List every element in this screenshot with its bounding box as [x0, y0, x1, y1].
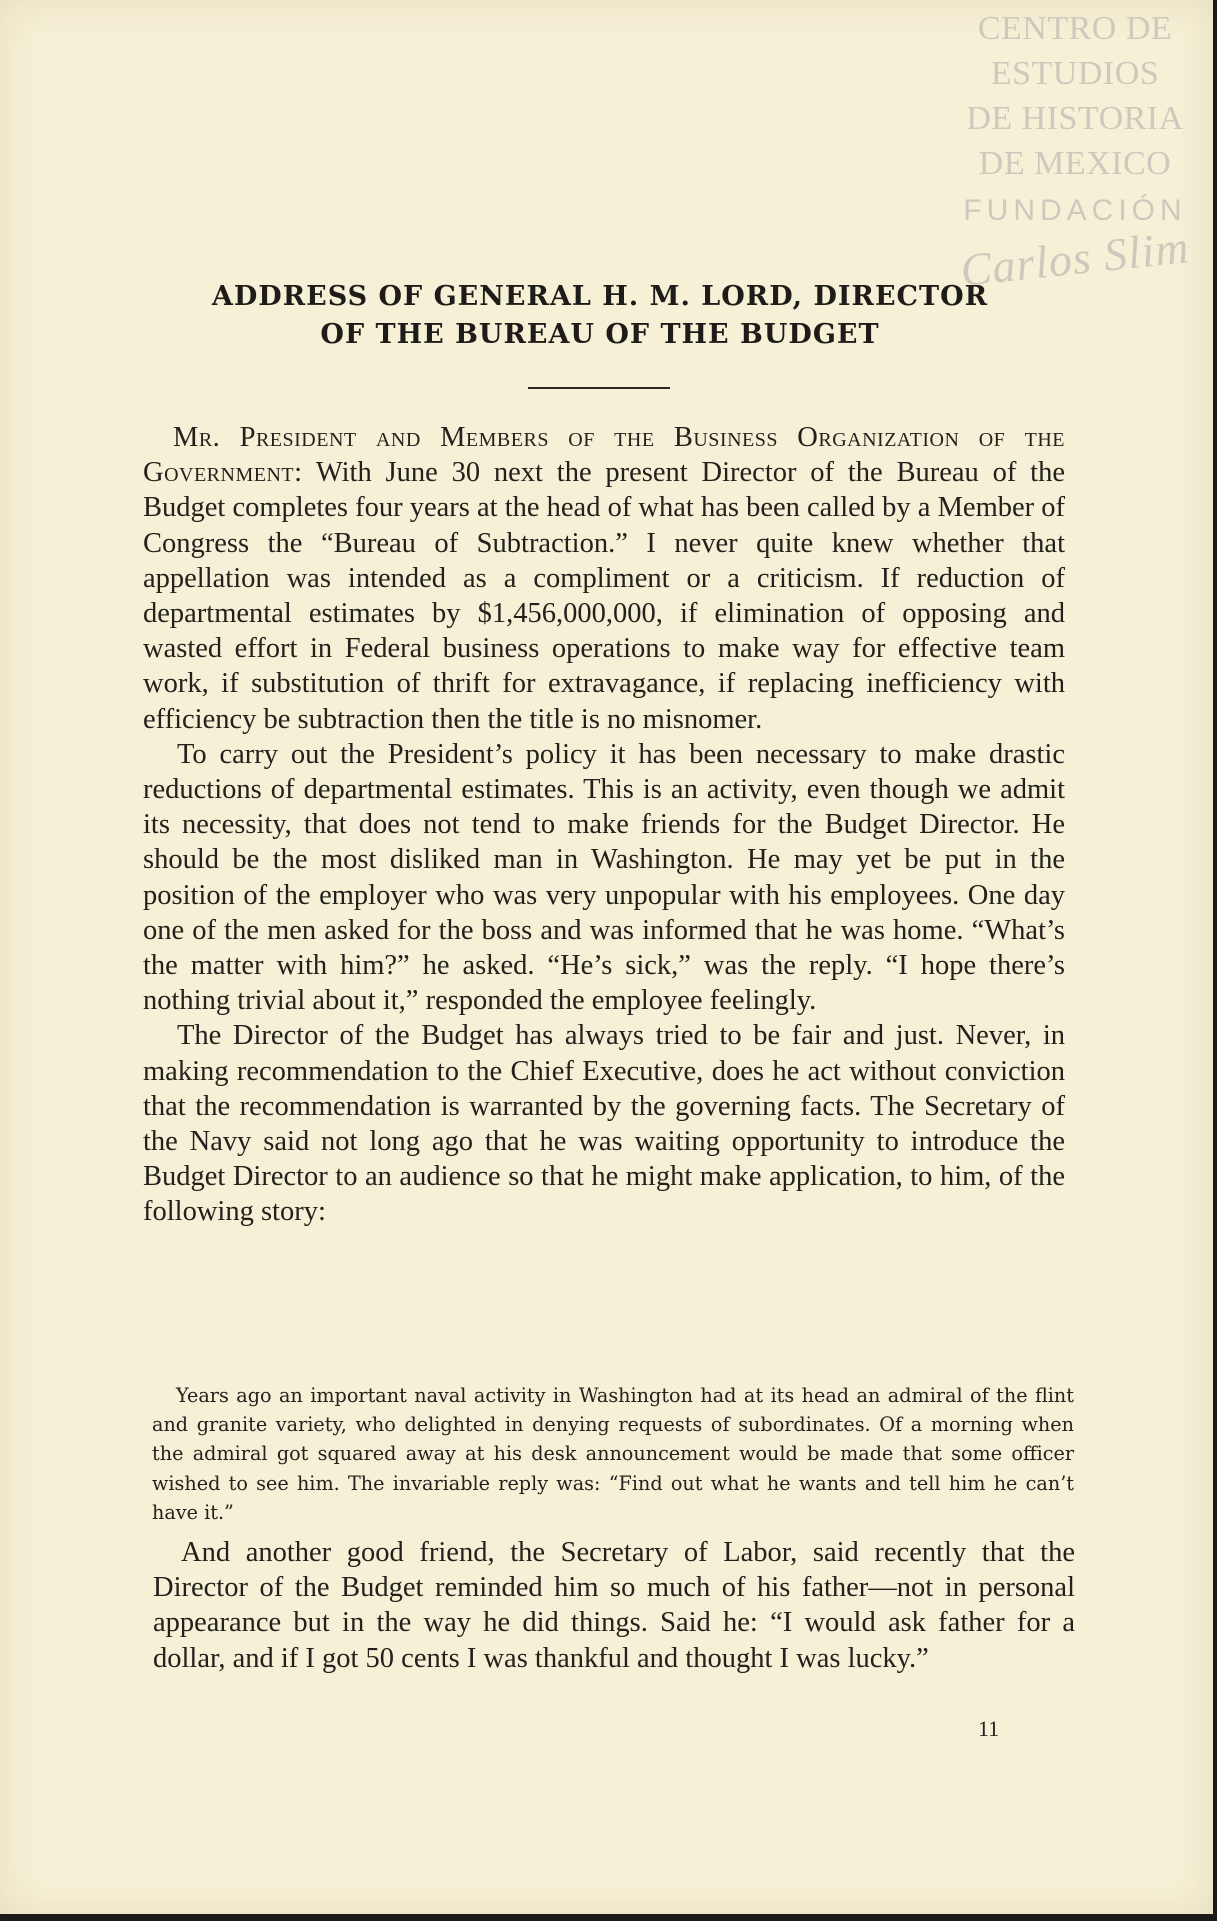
closing-text	[153, 1535, 1075, 1676]
title-line-1: ADDRESS OF GENERAL H. M. LORD, DIRECTOR	[211, 281, 989, 312]
watermark-line-1: CENTRO DE	[977, 10, 1173, 47]
archive-watermark	[955, 6, 1195, 296]
body-text	[143, 420, 1065, 1230]
watermark-fundacion: FUNDACIÓN	[963, 194, 1187, 227]
paragraph-1	[143, 420, 1065, 737]
paragraph-2: To carry out the President’s policy it has been necessary to make drastic reductions of departmental estimates. This is an activity, even though we admit its necessity, that does not tend to make friends for the Budget Director. He should be the most disliked man in Washington. He may yet be put in the position of the employer who was very unpopular with his employees. One day one of the men asked for the boss and was informed that he was home. “What’s the matter with him?” he asked. “He’s sick,” was the reply. “I hope there’s nothing trivial about it,” responded the employee feelingly.	[143, 738, 1065, 1017]
paragraph-3: The Director of the Budget has always tried to be fair and just. Never, in making recommendation to the Chief Executive, does he act without conviction that the recommendation is warranted by the governing facts. The Secretary of the Navy said not long ago that he was waiting opportunity to introduce the Budget Director to an audience so that he might make application, to him, of the following story:	[143, 1020, 1065, 1228]
page-title	[190, 278, 1010, 354]
paragraph-4: And another good friend, the Secretary of Labor, said recently that the Director of the Budget reminded him so much of his father—not in personal appearance but in the way he did things. Said he: “I would ask father for a dollar, and if I got 50 cents I was thankful and thought I was lucky.”	[153, 1537, 1075, 1674]
title-line-2: OF THE BUREAU OF THE BUDGET	[320, 319, 880, 350]
paragraph-1-text: With June 30 next the present Director of the Bureau of the Budget completes four years at the head of what has been called by a Member of Congress the “Bureau of Subtraction.” I never quite knew whether that appellation was intended as a compliment or a criticism. If reduction of departmental estimates by $1,456,000,000, if elimination of opposing and wasted effort in Federal business operations to make way for effective team work, if substitution of thrift for extravagance, if replacing inefficiency with efficiency be subtraction then the title is no misnomer.	[143, 457, 1065, 735]
watermark-line-4: DE MEXICO	[978, 145, 1172, 182]
block-quote: Years ago an important naval activity in Washington had at its head an admiral of the flint and granite variety, who delighted in denying requests of subordinates. Of a morning when the admiral got squared away at his desk announcement would be made that some officer wished to see him. The invariable reply was: “Find out what he wants and tell him he can’t have it.”	[152, 1384, 1074, 1524]
watermark-line-3: DE HISTORIA	[966, 100, 1184, 137]
salutation: Mr. President and Members of the Business Organization of the Government:	[143, 422, 1065, 489]
page-number: 11	[978, 1716, 1000, 1741]
watermark-line-2: ESTUDIOS	[990, 55, 1160, 92]
title-divider	[528, 387, 670, 389]
watermark-signature: Carlos Slim	[958, 221, 1192, 296]
